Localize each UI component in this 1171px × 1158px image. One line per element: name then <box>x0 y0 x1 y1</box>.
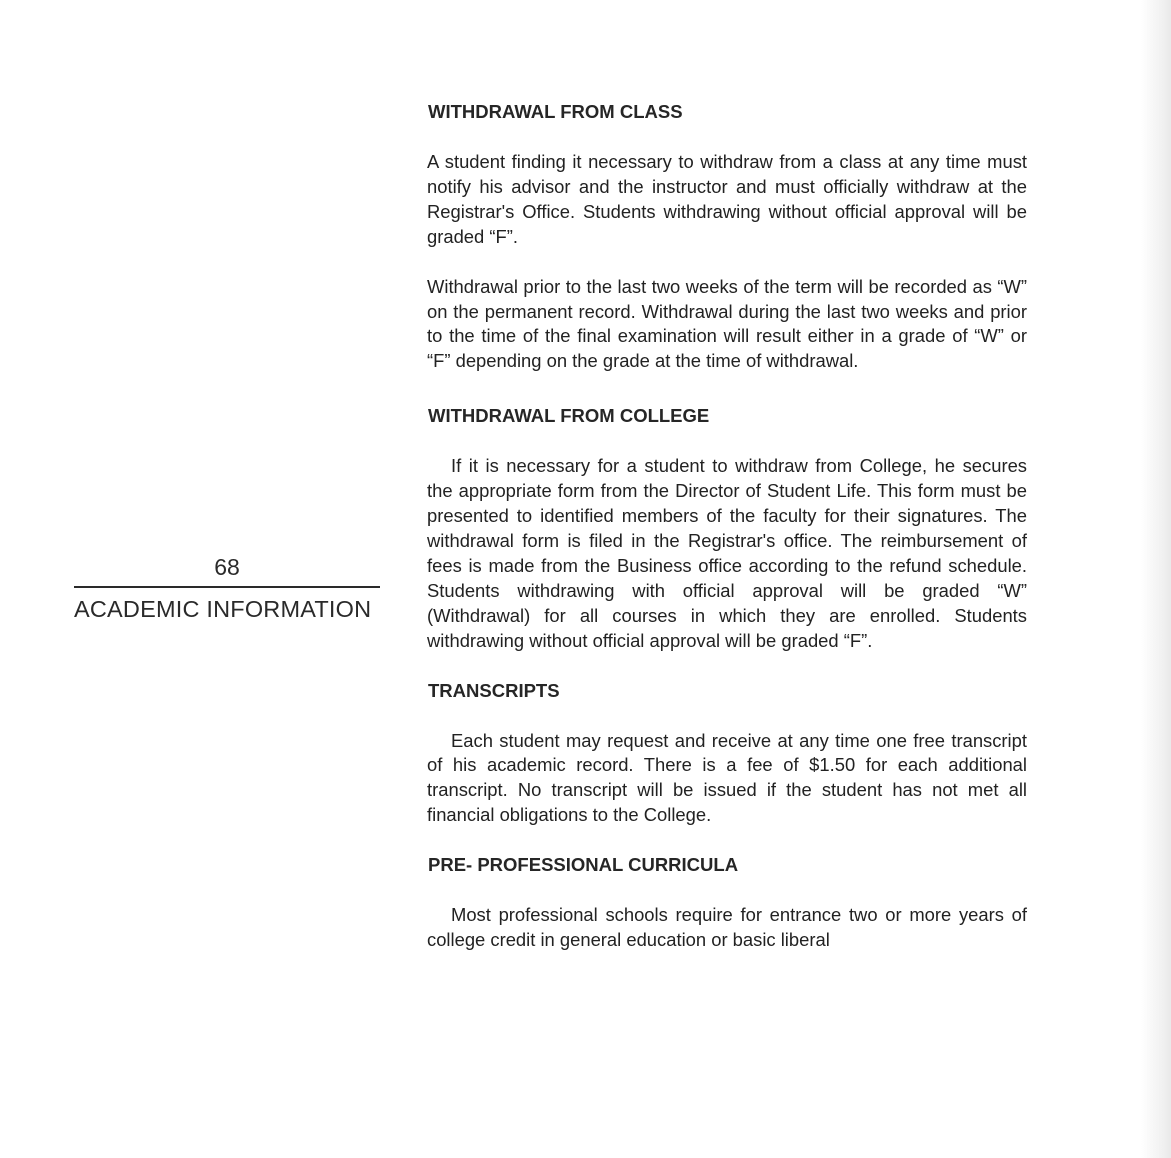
paragraph-withdrawal-class-grading: Withdrawal prior to the last two weeks of the term will be recorded as “W” on the permanent record. Withdrawal during the last two weeks and prior to the time of the final examination will result either in a grade of “W” or “F” depending on the grade at the time of withdrawal. <box>427 275 1027 372</box>
paragraph-withdrawal-class-notice: A student finding it necessary to withdraw from a class at any time must notify his advisor and the instructor and must officially withdraw at the Registrar's Office. Students withdrawing without official approval will be graded “F”. <box>427 151 1027 247</box>
main-content <box>427 100 1027 953</box>
heading-withdrawal-from-college: WITHDRAWAL FROM COLLEGE <box>428 405 710 427</box>
heading-transcripts: TRANSCRIPTS <box>428 679 560 701</box>
page-sidebar <box>74 552 380 624</box>
heading-withdrawal-from-class: WITHDRAWAL FROM CLASS <box>428 101 683 122</box>
paragraph-withdrawal-college: If it is necessary for a student to withdraw from College, he secures the appropriate form from the Director of Student Life. This form must be presented to identified members of the faculty for their signatures. The withdrawal form is filed in the Registrar's office. The reimbursement of fees is made from the Business office according to the refund schedule. Students withdrawing with official approval will be graded “W” (Withdrawal) for all courses in which they are enrolled. Students withdrawing without official approval will be graded “F”. <box>427 455 1027 651</box>
paragraph-transcripts: Each student may request and receive at any time one free transcript of his academic record. There is a fee of $1.50 for each additional transcript. No transcript will be issued if the student has not met all financial obligations to the College. <box>427 729 1027 826</box>
page-number: 68 <box>214 554 240 580</box>
sidebar-divider <box>74 586 380 588</box>
heading-pre-professional-curricula: PRE- PROFESSIONAL CURRICULA <box>428 854 739 876</box>
page-edge-shadow <box>1141 0 1171 1158</box>
section-label: ACADEMIC INFORMATION <box>74 596 372 622</box>
paragraph-pre-professional: Most professional schools require for entrance two or more years of college credit in general education or basic liberal <box>427 904 1027 951</box>
